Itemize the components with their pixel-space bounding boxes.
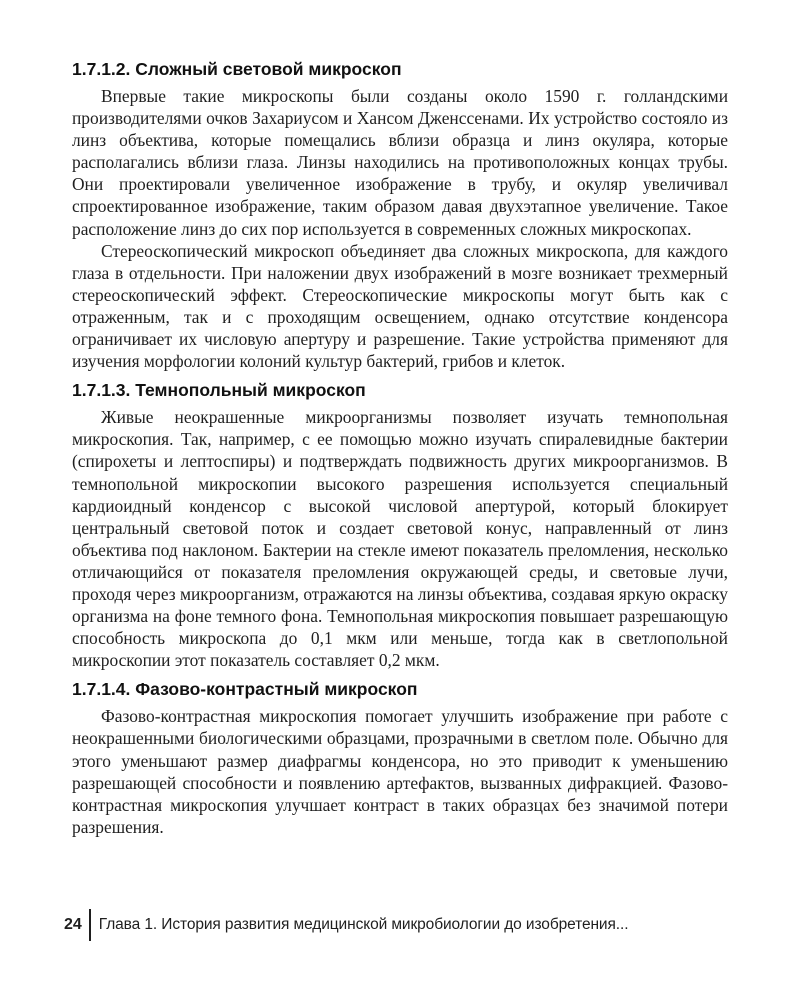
section-heading: 1.7.1.3. Темнопольный микроскоп <box>72 380 366 401</box>
section-phase-contrast-microscope <box>72 678 728 838</box>
page-body <box>72 58 728 845</box>
paragraph: Живые неокрашенные микроорганизмы позволяет изучать темнопольная микроскопия. Так, например, с ее помощью можно изучать спиралевидные бактерии (спирохеты и лептоспиры) и подтверждать подвижность других микроорганизмов. В темнопольной микроскопии высокого разрешения используется специальный кардиоидный конденсор с высокой числовой апертурой, который блокирует центральный световой поток и создает световой конус, направленный от линз объектива под наклоном. Бактерии на стекле имеют показатель преломления, несколько отличающийся от показателя преломления окружающей среды, и световые лучи, проходя через микроорганизм, отражаются на линзы объектива, создавая яркую окраску организма на фоне темного фона. Темнопольная микроскопия повышает разрешающую способность микроскопа до 0,1 мкм или меньше, тогда как в светлопольной микроскопии этот показатель составляет 0,2 мкм. <box>72 407 728 671</box>
section-compound-microscope <box>72 58 728 372</box>
section-heading: 1.7.1.2. Сложный световой микроскоп <box>72 59 402 79</box>
section-heading: 1.7.1.4. Фазово-контрастный микроскоп <box>72 679 418 700</box>
paragraph: Стереоскопический микроскоп объединяет два сложных микроскопа, для каждого глаза в отдельности. При наложении двух изображений в мозге возникает трехмерный стереоскопический эффект. Стереоскопические микроскопы могут быть как с отраженным, так и с проходящим освещением, однако отсутствие конденсора ограничивает их числовую апертуру и разрешение. Такие устройства применяют для изучения морфологии колоний культур бактерий, грибов и клеток. <box>72 240 728 372</box>
running-head: Глава 1. История развития медицинской микробиологии до изобретения... <box>98 916 629 933</box>
paragraph: Впервые такие микроскопы были созданы около 1590 г. голландскими производителями очков Захариусом и Хансом Дженссенами. Их устройство состояло из линз объектива, которые помещались вблизи образца и линз окуляра, которые располагались вблизи глаза. Линзы находились на противоположных концах трубы. Они проектировали увеличенное изображение в трубу, и окуляр увеличивал спроектированное изображение, таким образом давая двухэтапное увеличение. Такое расположение линз до сих пор используется в современных сложных микроскопах. <box>72 86 728 239</box>
section-darkfield-microscope <box>72 379 728 671</box>
footer-divider <box>89 909 91 941</box>
paragraph: Фазово-контрастная микроскопия помогает улучшить изображение при работе с неокрашенными биологическими образцами, прозрачными в светлом поле. Обычно для этого уменьшают размер диафрагмы конденсора, но это приводит к уменьшению разрешающей способности и появлению артефактов, вызванных дифракцией. Фазово-контрастная микроскопия улучшает контраст в таких образцах без значимой потери разрешения. <box>72 706 728 837</box>
page-footer <box>64 909 628 941</box>
page-number: 24 <box>64 916 82 933</box>
